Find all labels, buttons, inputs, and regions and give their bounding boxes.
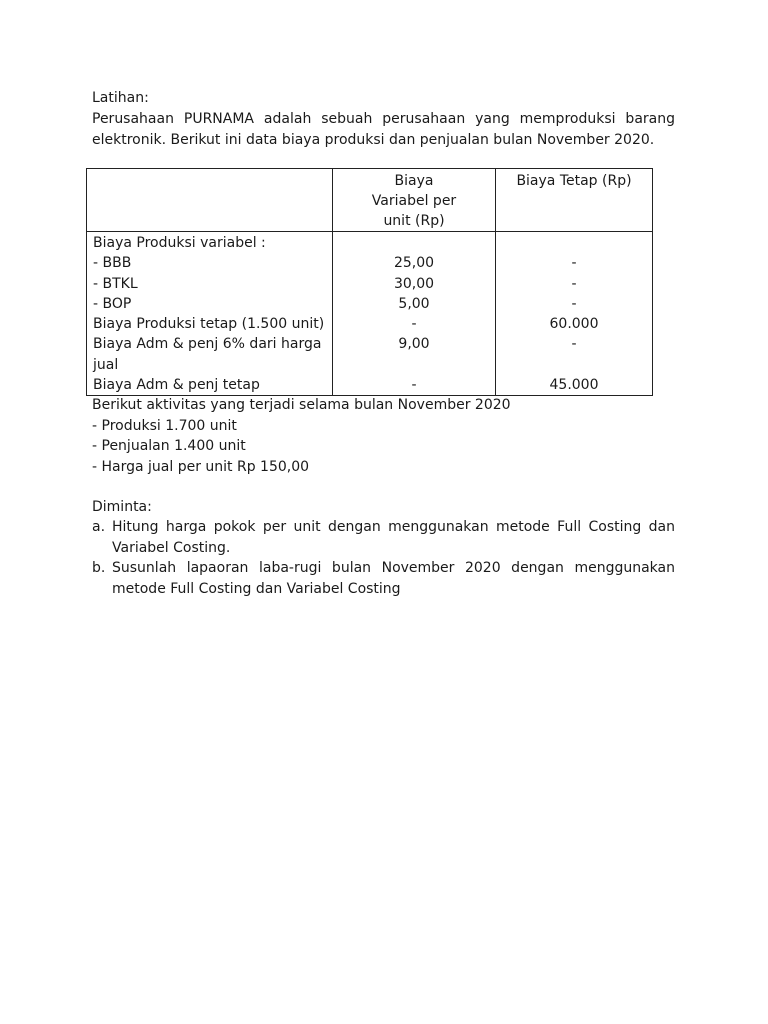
table-row	[87, 274, 653, 294]
row-variable: 30,00	[333, 274, 496, 294]
requested-item	[92, 558, 675, 599]
header-variable-cost: Biaya Variabel per unit (Rp)	[333, 169, 496, 232]
requested-item	[92, 517, 675, 558]
row-fixed	[496, 232, 653, 254]
item-text: Susunlah lapaoran laba-rugi bulan November 2020 dengan menggunakan metode Full Costing dan Variabel Costing	[112, 560, 675, 597]
table-row	[87, 375, 653, 396]
row-fixed: -	[496, 253, 653, 273]
activity-item: - Produksi 1.700 unit	[92, 417, 237, 434]
table-row	[87, 232, 653, 254]
header-fixed-cost: Biaya Tetap (Rp)	[496, 169, 653, 232]
activities-title: Berikut aktivitas yang terjadi selama bulan November 2020	[92, 397, 511, 413]
table-row	[87, 253, 653, 273]
row-variable: 25,00	[333, 253, 496, 273]
row-label: Biaya Produksi tetap (1.500 unit)	[87, 314, 333, 334]
row-label: Biaya Adm & penj 6% dari harga jual	[87, 334, 333, 375]
row-label: Biaya Produksi variabel :	[87, 232, 333, 254]
item-text: Hitung harga pokok per unit dengan menggunakan metode Full Costing dan Variabel Costing.	[112, 519, 675, 556]
row-label: Biaya Adm & penj tetap	[87, 375, 333, 396]
row-variable: -	[333, 375, 496, 396]
row-variable: -	[333, 314, 496, 334]
table-row	[87, 314, 653, 334]
table-header-row	[87, 169, 653, 232]
table-row	[87, 294, 653, 314]
activity-item: - Harga jual per unit Rp 150,00	[92, 458, 310, 475]
table-row	[87, 334, 653, 375]
row-fixed: -	[496, 334, 653, 375]
exercise-heading: Latihan:	[92, 90, 149, 106]
row-label: - BBB	[87, 253, 333, 273]
row-variable: 9,00	[333, 334, 496, 375]
intro-paragraph: Perusahaan PURNAMA adalah sebuah perusahaan yang memproduksi barang elektronik. Berikut ini data biaya produksi dan penjualan bulan November 2020.	[92, 111, 675, 148]
row-label: - BOP	[87, 294, 333, 314]
row-fixed: -	[496, 294, 653, 314]
row-label: - BTKL	[87, 274, 333, 294]
row-fixed: 60.000	[496, 314, 653, 334]
activities-section	[92, 395, 511, 477]
item-marker: a.	[92, 519, 106, 535]
item-marker: b.	[92, 560, 106, 576]
activity-item: - Penjualan 1.400 unit	[92, 438, 246, 454]
row-variable: 5,00	[333, 294, 496, 314]
requested-title: Diminta:	[92, 499, 152, 515]
row-fixed: 45.000	[496, 375, 653, 396]
row-fixed: -	[496, 274, 653, 294]
cost-table	[86, 168, 653, 396]
requested-list	[92, 517, 675, 599]
row-variable	[333, 232, 496, 254]
header-label-cell	[87, 169, 333, 232]
